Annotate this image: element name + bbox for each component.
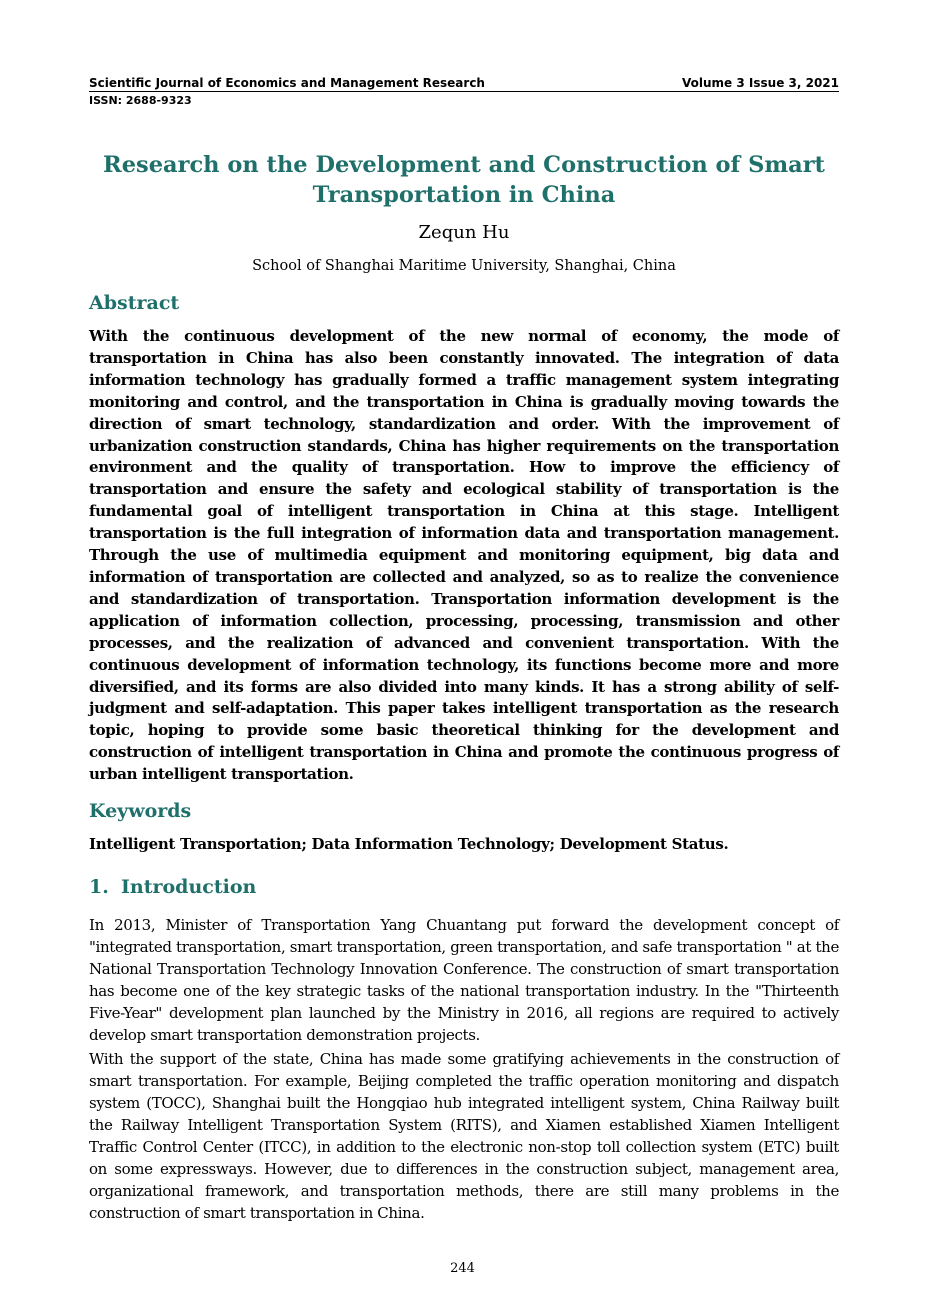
intro-paragraph-1: In 2013, Minister of Transportation Yang Chuantang put forward the development concept of "integrated transportation, smart transportation, green transportation, and safe transportation " at the National Transportation Technology Innovation Conference. The construction of smart transportation has become one of the key strategic tasks of the national transportation industry. In the "Thirteenth Five-Year" development plan launched by the Ministry in 2016, all regions are required to actively develop smart transportation demonstration projects. [89,916,839,1044]
section-number: 1. [89,876,109,898]
issn: ISSN: 2688-9323 [89,94,192,107]
abstract-heading: Abstract [89,292,180,314]
volume-issue: Volume 3 Issue 3, 2021 [682,76,839,90]
page-number: 244 [450,1261,475,1276]
title-line-2: Transportation in China [312,182,616,208]
journal-name: Scientific Journal of Economics and Management Research [89,76,485,90]
title-line-1: Research on the Development and Construction of Smart [103,152,825,178]
header-rule [89,91,839,92]
abstract-text: With the continuous development of the new normal of economy, the mode of transportation in China has also been constantly innovated. The integration of data information technology has gradually formed a traffic management system integrating monitoring and control, and the transportation in China is gradually moving towards the direction of smart technology, standardization and order. With the improvement of urbanization construction standards, China has higher requirements on the transportation environment and the quality of transportation. How to improve the efficiency of transportation and ensure the safety and ecological stability of transportation is the fundamental goal of intelligent transportation in China at this stage. Intelligent transportation is the full integration of information data and transportation management. Through the use of multimedia equipment and monitoring equipment, big data and information of transportation are collected and analyzed, so as to realize the convenience and standardization of transportation. Transportation information development is the application of information collection, processing, processing, transmission and other processes, and the realization of advanced and convenient transportation. With the continuous development of information technology, its functions become more and more diversified, and its forms are also divided into many kinds. It has a strong ability of self-judgment and self-adaptation. This paper takes intelligent transportation as the research topic, hoping to provide some basic theoretical thinking for the development and construction of intelligent transportation in China and promote the continuous progress of urban intelligent transportation. [89,327,839,784]
running-header [89,70,839,90]
author-name: Zequn Hu [418,222,510,243]
paper-title [89,150,839,210]
section-title: Introduction [121,876,257,898]
keywords-text: Intelligent Transportation; Data Information Technology; Development Status. [89,835,729,853]
keywords-heading: Keywords [89,800,192,822]
intro-paragraph-2: With the support of the state, China has made some gratifying achievements in the construction of smart transportation. For example, Beijing completed the traffic operation monitoring and dispatch system (TOCC), Shanghai built the Hongqiao hub integrated intelligent system, China Railway built the Railway Intelligent Transportation System (RITS), and Xiamen established Xiamen Intelligent Traffic Control Center (ITCC), in addition to the electronic non-stop toll collection system (ETC) built on some expressways. However, due to differences in the construction subject, management area, organizational framework, and transportation methods, there are still many problems in the construction of smart transportation in China. [89,1050,839,1222]
author-affiliation: School of Shanghai Maritime University, Shanghai, China [252,258,676,274]
introduction-heading [89,875,256,899]
